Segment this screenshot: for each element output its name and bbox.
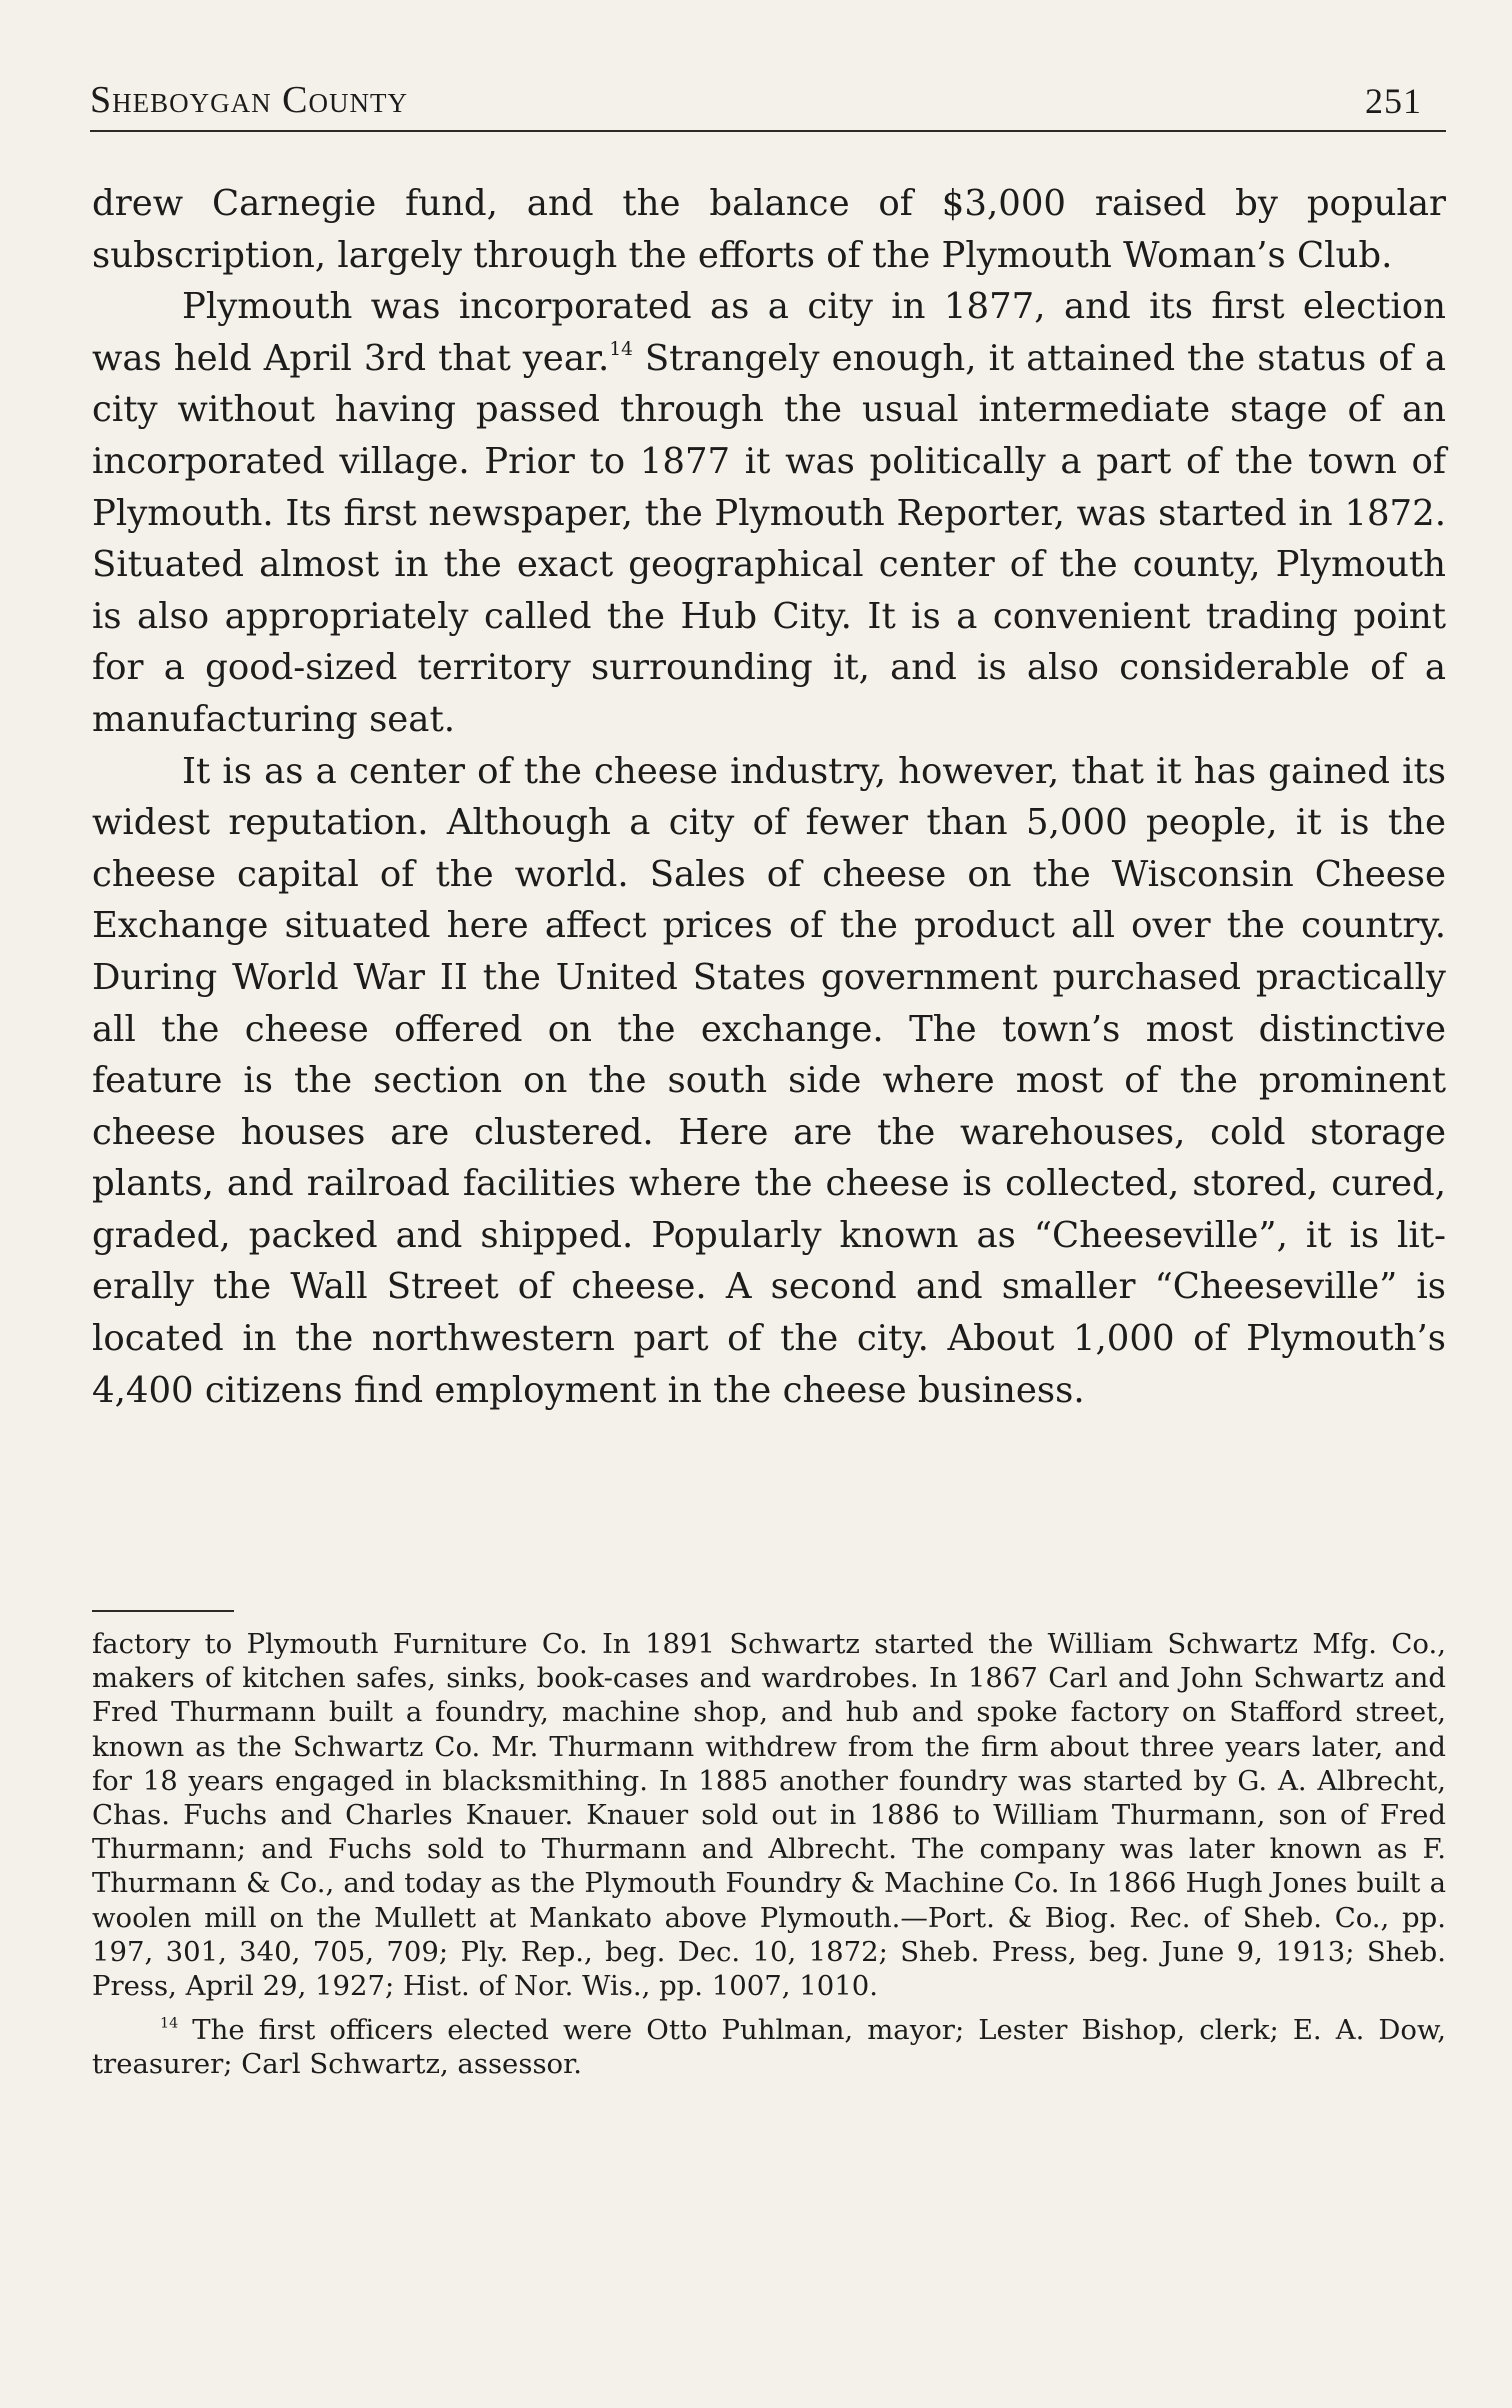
page-number: 251: [1365, 81, 1422, 121]
paragraph-2-part-a: Plymouth was incorporated as a city in 1877, and its first election was held April 3rd that year.: [92, 286, 1446, 379]
paragraph-3: It is as a center of the cheese industry, however, that it has gained its widest reputation. Although a city of fewer than 5,000 people, it is the cheese capital of the world. Sales of cheese on the Wisconsin Cheese Exchange situated here affect prices of the product all over the country. During World War II the United States government purchased practically all the cheese offered on the exchange. The town’s most distinctive feature is the section on the south side where most of the prominent cheese houses are clustered. Here are the warehouses, cold storage plants, and railroad facilities where the cheese is collected, stored, cured, graded, packed and shipped. Popularly known as “Cheeseville”, it is literally the Wall Street of cheese. A second and smaller “Cheeseville” is located in the northwestern part of the city. About 1,000 of Plymouth’s 4,400 citizens find employment in the cheese business.: [92, 750, 1446, 1411]
footnote-ref-14: 14: [609, 339, 633, 361]
main-text: [92, 178, 1446, 1416]
paragraph-1: drew Carnegie fund, and the balance of $3,000 raised by popular subscription, largely through the efforts of the Plymouth Woman’s Club.: [92, 183, 1446, 276]
running-head-title: Sheboygan County: [90, 79, 408, 121]
footnote-continued: factory to Plymouth Furniture Co. In 1891 Schwartz started the William Schwartz Mfg. Co., makers of kitchen safes, sinks, book-cases and wardrobes. In 1867 Carl and John Schwartz and Fred Thurmann built a foundry, machine shop, and hub and spoke factory on Stafford street, known as the Schwartz Co. Mr. Thurmann withdrew from the firm about three years later, and for 18 years engaged in blacksmithing. In 1885 another foundry was started by G. A. Albrecht, Chas. Fuchs and Charles Knauer. Knauer sold out in 1886 to William Thurmann, son of Fred Thurmann; and Fuchs sold to Thurmann and Albrecht. The company was later known as F. Thurmann & Co., and today as the Plymouth Foundry & Machine Co. In 1866 Hugh Jones built a woolen mill on the Mullett at Mankato above Plymouth.—Port. & Biog. Rec. of Sheb. Co., pp. 197, 301, 340, 705, 709; Ply. Rep., beg. Dec. 10, 1872; Sheb. Press, beg. June 9, 1913; Sheb. Press, April 29, 1927; Hist. of Nor. Wis., pp. 1007, 1010.: [92, 1628, 1446, 2003]
footnotes: [92, 1627, 1446, 2082]
footnote-rule: [92, 1610, 234, 1612]
paragraph-2-part-b: Strangely enough, it attained the status of a city without having passed through the usual intermediate stage of an incorporated village. Prior to 1877 it was politically a part of the town of Plymouth. Its first newspaper, the Plymouth Reporter, was started in 1872. Situated almost in the exact geographical center of the county, Plymouth is also appropriately called the Hub City. It is a convenient trading point for a good-sized territory surrounding it, and is also considerable of a manufacturing seat.: [92, 337, 1447, 740]
footnote-14: [92, 2013, 1446, 2081]
paragraph-2: [92, 281, 1446, 745]
footnote-number: 14: [160, 2015, 179, 2032]
footnote-14-text: The first officers elected were Otto Puhlman, mayor; Lester Bishop, clerk; E. A. Dow, treasurer; Carl Schwartz, assessor.: [92, 2014, 1446, 2081]
header-rule: [90, 130, 1446, 132]
running-header: [90, 70, 1422, 122]
